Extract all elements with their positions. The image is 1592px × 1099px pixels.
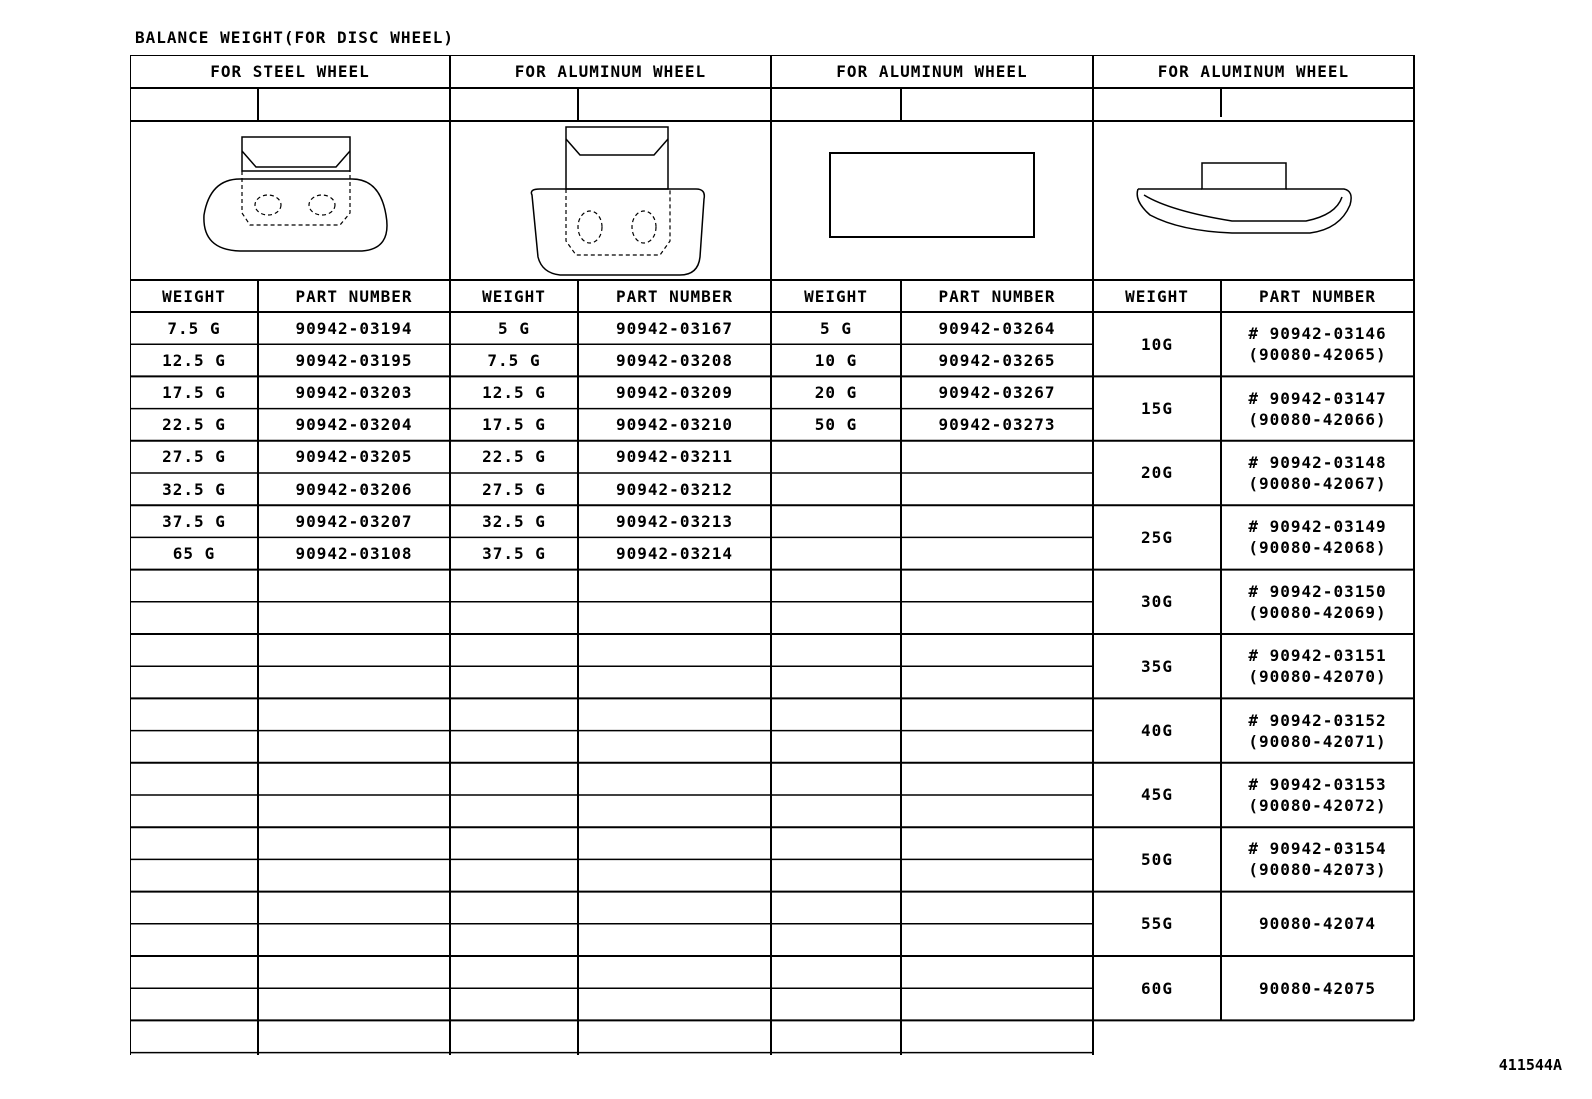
part-number: 90942-03195: [295, 350, 413, 370]
part-number: # 90942-03146: [1248, 324, 1387, 344]
weight-value: 27.5 G: [162, 447, 226, 467]
weight-value: 5 G: [820, 318, 852, 338]
part-number: 90942-03167: [616, 318, 733, 338]
weight-value: 30G: [1141, 592, 1173, 612]
weight-value: 35G: [1141, 656, 1173, 676]
weight-value: 50G: [1141, 849, 1173, 869]
part-number: # 90942-03147: [1248, 388, 1387, 408]
part-number: # 90942-03154: [1248, 839, 1387, 859]
aluminum-clip-weight-icon: [531, 127, 704, 275]
group-header: FOR STEEL WHEEL: [210, 62, 370, 81]
part-number-pair: [1221, 827, 1414, 891]
alternate-part-number: (90080-42070): [1248, 667, 1387, 687]
part-number: 90942-03205: [295, 447, 413, 467]
alternate-part-number: (90080-42067): [1248, 473, 1387, 493]
part-number: 90942-03273: [938, 415, 1056, 435]
part-number-pair: [1221, 376, 1414, 440]
adhesive-weight-icon: [830, 153, 1034, 237]
part-number: # 90942-03153: [1248, 774, 1387, 794]
part-number: 90080-42075: [1259, 978, 1376, 998]
weight-value: 12.5 G: [482, 382, 546, 402]
part-number: 90942-03209: [616, 382, 733, 402]
weight-value: 65 G: [172, 543, 216, 563]
alternate-part-number: (90080-42073): [1248, 860, 1387, 880]
part-number: 90942-03108: [295, 543, 413, 563]
weight-value: 10G: [1141, 334, 1173, 354]
alternate-part-number: (90080-42072): [1248, 795, 1387, 815]
part-number: 90942-03264: [938, 318, 1056, 338]
weight-value: 25G: [1141, 527, 1173, 547]
weight-value: 20 G: [814, 382, 858, 402]
group-header: FOR ALUMINUM WHEEL: [1157, 62, 1350, 81]
part-number-column-header: PART NUMBER: [616, 286, 733, 306]
part-number: # 90942-03151: [1248, 646, 1387, 666]
part-number-pair: [1221, 312, 1414, 376]
curved-clip-weight-icon: [1137, 163, 1351, 233]
alternate-part-number: (90080-42069): [1248, 602, 1387, 622]
weight-value: 40G: [1141, 721, 1173, 741]
weight-value: 32.5 G: [162, 479, 226, 499]
part-number: # 90942-03150: [1248, 581, 1387, 601]
weight-column-header: WEIGHT: [1125, 286, 1189, 306]
weight-value: 45G: [1141, 785, 1173, 805]
weight-value: 17.5 G: [482, 415, 546, 435]
part-number-column-header: PART NUMBER: [938, 286, 1056, 306]
alternate-part-number: (90080-42068): [1248, 538, 1387, 558]
part-number: 90942-03194: [295, 318, 413, 338]
group-header: FOR ALUMINUM WHEEL: [514, 62, 707, 81]
alternate-part-number: (90080-42065): [1248, 345, 1387, 365]
part-number-pair: [1221, 441, 1414, 505]
part-number-column-header: PART NUMBER: [295, 286, 413, 306]
weight-value: 22.5 G: [482, 447, 546, 467]
weight-value: 50 G: [814, 415, 858, 435]
page-title: BALANCE WEIGHT(FOR DISC WHEEL): [135, 28, 454, 47]
part-number: 90942-03206: [295, 479, 413, 499]
part-number: 90942-03207: [295, 511, 413, 531]
weight-value: 37.5 G: [482, 543, 546, 563]
weight-value: 12.5 G: [162, 350, 226, 370]
alternate-part-number: (90080-42066): [1248, 409, 1387, 429]
steel-clip-weight-icon: [204, 137, 387, 251]
weight-value: 22.5 G: [162, 415, 226, 435]
part-number: 90942-03212: [616, 479, 733, 499]
part-number: 90942-03265: [938, 350, 1056, 370]
weight-value: 17.5 G: [162, 382, 226, 402]
weight-value: 60G: [1141, 978, 1173, 998]
weight-column-header: WEIGHT: [804, 286, 868, 306]
weight-value: 10 G: [814, 350, 858, 370]
part-number: 90942-03267: [938, 382, 1056, 402]
part-number: 90080-42074: [1259, 914, 1376, 934]
part-number: # 90942-03152: [1248, 710, 1387, 730]
weight-value: 15G: [1141, 399, 1173, 419]
weight-value: 27.5 G: [482, 479, 546, 499]
part-number: 90942-03204: [295, 415, 413, 435]
part-number: 90942-03210: [616, 415, 733, 435]
part-number: 90942-03211: [616, 447, 733, 467]
part-number-pair: [1221, 698, 1414, 762]
weight-value: 7.5 G: [167, 318, 221, 338]
weight-column-header: WEIGHT: [482, 286, 546, 306]
part-number-pair: [1221, 763, 1414, 827]
weight-value: 7.5 G: [487, 350, 541, 370]
part-number-pair: [1221, 570, 1414, 634]
part-number-pair: [1221, 505, 1414, 569]
weight-value: 20G: [1141, 463, 1173, 483]
weight-value: 37.5 G: [162, 511, 226, 531]
part-number: 90942-03208: [616, 350, 733, 370]
weight-value: 55G: [1141, 914, 1173, 934]
part-number: 90942-03214: [616, 543, 733, 563]
part-number-column-header: PART NUMBER: [1259, 286, 1376, 306]
part-number: # 90942-03149: [1248, 517, 1387, 537]
alternate-part-number: (90080-42071): [1248, 731, 1387, 751]
group-header: FOR ALUMINUM WHEEL: [836, 62, 1028, 81]
part-number-pair: [1221, 634, 1414, 698]
reference-code: 411544A: [1498, 1056, 1562, 1074]
weight-column-header: WEIGHT: [162, 286, 226, 306]
part-number: 90942-03213: [616, 511, 733, 531]
weight-value: 5 G: [498, 318, 530, 338]
weight-value: 32.5 G: [482, 511, 546, 531]
part-number: 90942-03203: [295, 382, 413, 402]
part-number: # 90942-03148: [1248, 452, 1387, 472]
